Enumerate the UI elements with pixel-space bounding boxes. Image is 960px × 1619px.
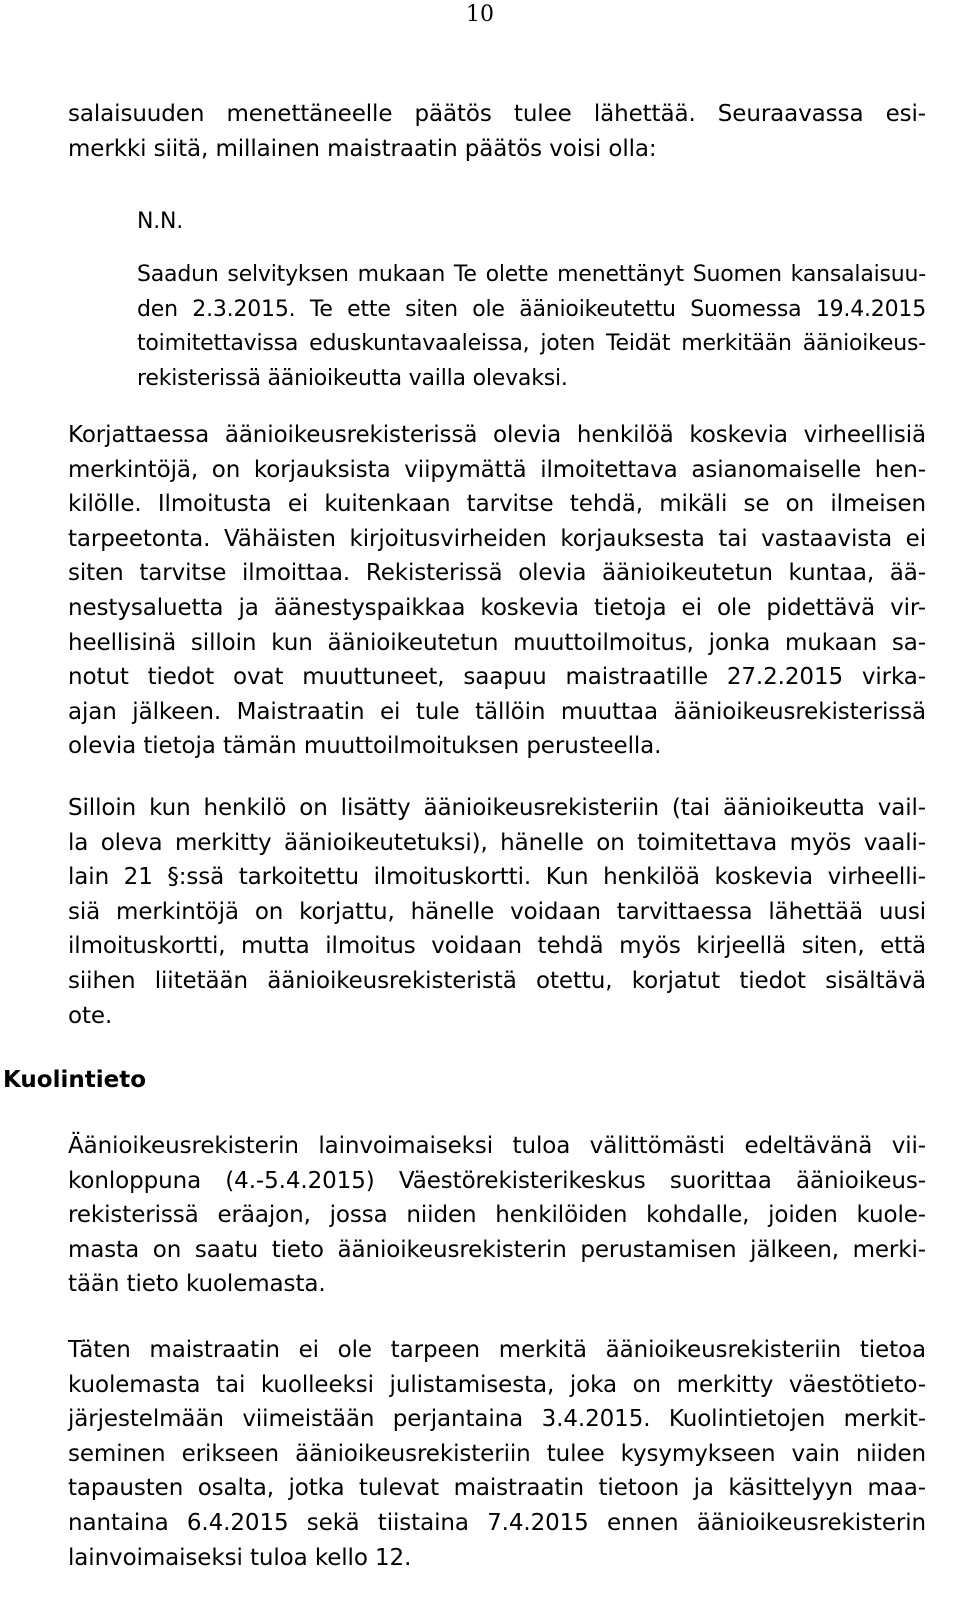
paragraph-kuolintieto-eraajo: [68, 1129, 926, 1302]
paragraph-kuolintieto-maistraatti: [68, 1333, 926, 1575]
text-line: merkki siitä, millainen maistraatin päätös voisi olla:: [68, 135, 657, 162]
text-line: heellisinä silloin kun äänioikeutetun muuttoilmoitus, jonka mukaan sa-: [68, 629, 926, 656]
text-line: siä merkintöjä on korjattu, hänelle voidaan tarvittaessa lähettää uusi: [68, 898, 926, 925]
paragraph-ilmoituskortti: [68, 791, 926, 1033]
text-line: la oleva merkitty äänioikeutetuksi), hänelle on toimitettava myös vaali-: [68, 829, 926, 856]
example-salutation: N.N.: [137, 209, 184, 234]
text-line: ote.: [68, 1002, 113, 1029]
text-line: masta on saatu tieto äänioikeusrekisterin perustamisen jälkeen, merki-: [68, 1236, 926, 1263]
text-line: siihen liitetään äänioikeusrekisteristä otettu, korjatut tiedot sisältävä: [68, 967, 926, 994]
text-line: nestysaluetta ja äänestyspaikkaa koskevia tietoja ei ole pidettävä vir-: [68, 594, 926, 621]
text-line: konloppuna (4.-5.4.2015) Väestörekisterikeskus suorittaa äänioikeus-: [68, 1167, 926, 1194]
text-line: kuolemasta tai kuolleeksi julistamisesta, joka on merkitty väestötieto-: [68, 1371, 926, 1398]
page-number: 10: [466, 2, 494, 27]
text-line: Täten maistraatin ei ole tarpeen merkitä äänioikeusrekisteriin tietoa: [68, 1337, 926, 1363]
text-line: tapausten osalta, jotka tulevat maistraatin tietoon ja käsittelyyn maa-: [68, 1475, 926, 1502]
section-heading-kuolintieto: Kuolintieto: [3, 1067, 147, 1093]
text-line: notut tiedot ovat muuttuneet, saapuu maistraatille 27.2.2015 virka-: [68, 664, 926, 691]
text-line: kilölle. Ilmoitusta ei kuitenkaan tarvitse tehdä, mikäli se on ilmeisen: [68, 491, 926, 518]
text-line: seminen erikseen äänioikeusrekisteriin tulee kysymykseen vain niiden: [68, 1440, 926, 1467]
text-line: Äänioikeusrekisterin lainvoimaiseksi tuloa välittömästi edeltävänä vii-: [68, 1133, 926, 1159]
text-line: järjestelmään viimeistään perjantaina 3.4.2015. Kuolintietojen merkit-: [68, 1406, 926, 1433]
text-line: tään tieto kuolemasta.: [68, 1271, 326, 1298]
text-line: Silloin kun henkilö on lisätty äänioikeusrekisteriin (tai äänioikeutta vail-: [68, 795, 926, 821]
text-line: ajan jälkeen. Maistraatin ei tule tällöin muuttaa äänioikeusrekisterissä: [68, 698, 926, 725]
text-line: toimitettavissa eduskuntavaaleissa, joten Teidät merkitään äänioikeus-: [137, 331, 926, 357]
text-line: olevia tietoja tämän muuttoilmoituksen perusteella.: [68, 733, 662, 760]
text-line: Saadun selvityksen mukaan Te olette menettänyt Suomen kansalaisuu-: [137, 262, 926, 287]
text-line: salaisuuden menettäneelle päätös tulee lähettää. Seuraavassa esi-: [68, 101, 926, 127]
paragraph-korjaukset: [68, 418, 926, 764]
text-line: lainvoimaiseksi tuloa kello 12.: [68, 1544, 412, 1571]
text-line: lain 21 §:ssä tarkoitettu ilmoituskortti. Kun henkilöä koskevia virheelli-: [68, 864, 926, 891]
text-line: siten tarvitse ilmoittaa. Rekisterissä olevia äänioikeutetun kuntaa, ää-: [68, 560, 926, 587]
text-line: merkintöjä, on korjauksista viipymättä ilmoitettava asianomaiselle hen-: [68, 456, 926, 483]
text-line: tarpeetonta. Vähäisten kirjoitusvirheiden korjauksesta tai vastaavista ei: [68, 525, 926, 552]
text-line: den 2.3.2015. Te ette siten ole äänioikeutettu Suomessa 19.4.2015: [137, 296, 926, 322]
intro-paragraph: [68, 97, 926, 166]
example-decision: [137, 205, 926, 240]
example-decision-body: [137, 258, 926, 396]
text-line: rekisterissä äänioikeutta vailla olevaksi.: [137, 365, 568, 391]
text-line: Korjattaessa äänioikeusrekisterissä olevia henkilöä koskevia virheellisiä: [68, 422, 926, 448]
text-line: rekisterissä eräajon, jossa niiden henkilöiden kohdalle, joiden kuole-: [68, 1202, 926, 1229]
text-line: nantaina 6.4.2015 sekä tiistaina 7.4.2015 ennen äänioikeusrekisterin: [68, 1509, 926, 1536]
text-line: ilmoituskortti, mutta ilmoitus voidaan tehdä myös kirjeellä siten, että: [68, 933, 926, 960]
